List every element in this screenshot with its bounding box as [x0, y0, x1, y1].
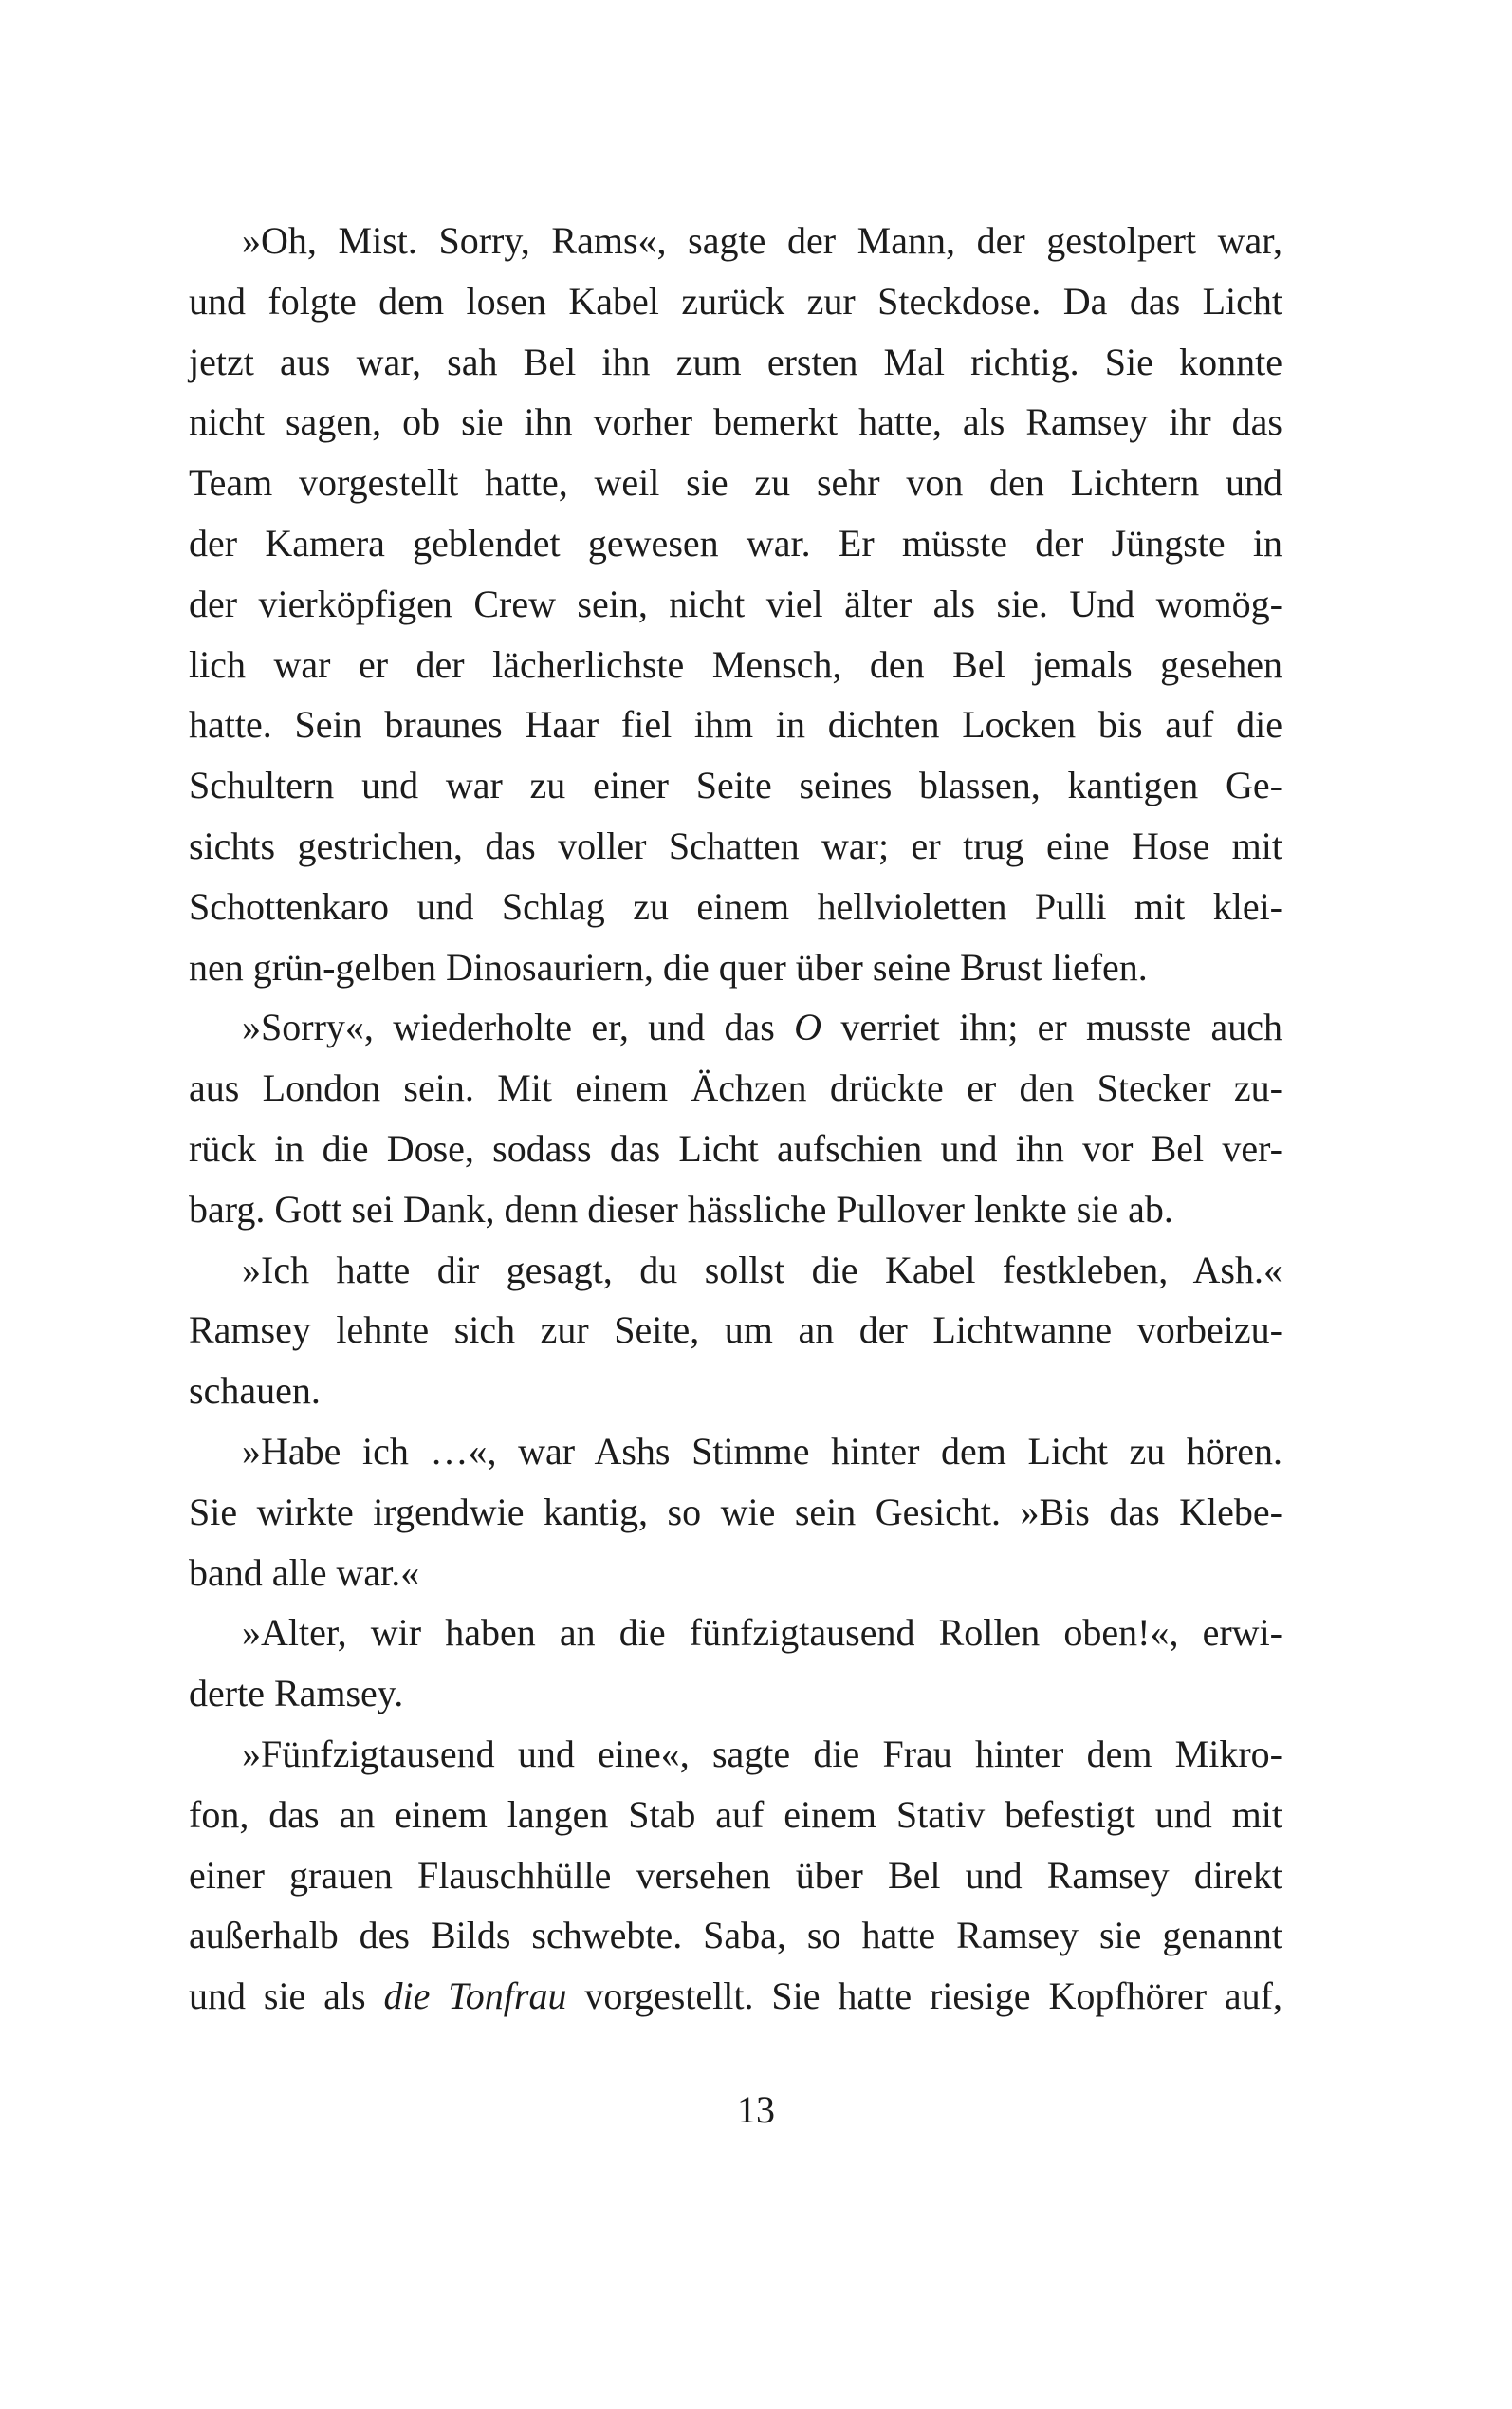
text-line: [189, 695, 1282, 755]
text-segment: »Ich hatte dir gesagt, du sollst die Kabel festkleben, Ash.«: [242, 1248, 1282, 1291]
text-segment: vorgestellt. Sie hatte riesige Kopfhörer auf,: [566, 1974, 1282, 2018]
text-segment: jetzt aus war, sah Bel ihn zum ersten Mal richtig. Sie konnte: [189, 340, 1282, 383]
text-line: [189, 211, 1282, 271]
text-line: [189, 513, 1282, 574]
text-line: [189, 332, 1282, 393]
text-segment: sichts gestrichen, das voller Schatten war; er trug eine Hose mit: [189, 824, 1282, 867]
text-segment: fon, das an einem langen Stab auf einem Stativ befestigt und mit: [189, 1792, 1282, 1836]
text-segment: Schultern und war zu einer Seite seines blassen, kantigen Ge-: [189, 764, 1282, 807]
text-segment: Schottenkaro und Schlag zu einem hellvioletten Pulli mit klei-: [189, 884, 1282, 928]
text-line: [189, 1300, 1282, 1361]
text-segment: »Oh, Mist. Sorry, Rams«, sagte der Mann, der gestolpert war,: [242, 219, 1282, 262]
text-line: [189, 1482, 1282, 1543]
text-line: [189, 1543, 1282, 1603]
text-line: [189, 1119, 1282, 1179]
text-segment: derte Ramsey.: [189, 1672, 404, 1715]
text-segment: außerhalb des Bilds schwebte. Saba, so hatte Ramsey sie genannt: [189, 1914, 1282, 1957]
text-line: [189, 392, 1282, 453]
text-segment: »Habe ich …«, war Ashs Stimme hinter dem Licht zu hören.: [242, 1429, 1282, 1473]
text-segment: nicht sagen, ob sie ihn vorher bemerkt hatte, als Ramsey ihr das: [189, 400, 1282, 444]
text-segment: Team vorgestellt hatte, weil sie zu sehr von den Lichtern und: [189, 461, 1282, 505]
italic-text: die Tonfrau: [383, 1974, 567, 2018]
text-segment: nen grün-gelben Dinosauriern, die quer über seine Brust liefen.: [189, 945, 1148, 989]
text-line: [189, 877, 1282, 937]
text-line: [189, 1058, 1282, 1119]
text-segment: aus London sein. Mit einem Ächzen drückte er den Stecker zu-: [189, 1066, 1282, 1110]
text-line: [189, 635, 1282, 695]
text-segment: barg. Gott sei Dank, denn dieser hässliche Pullover lenkte sie ab.: [189, 1187, 1173, 1231]
text-line: [189, 1663, 1282, 1724]
text-segment: »Sorry«, wiederholte er, und das: [242, 1006, 795, 1049]
text-line: [189, 271, 1282, 332]
text-line: [189, 1785, 1282, 1845]
text-segment: schauen.: [189, 1369, 321, 1413]
text-line: [189, 1724, 1282, 1785]
text-segment: »Fünfzigtausend und eine«, sagte die Frau hinter dem Mikro-: [242, 1732, 1282, 1775]
text-segment: Ramsey lehnte sich zur Seite, um an der Lichtwanne vorbeizu-: [189, 1308, 1282, 1352]
text-segment: lich war er der lächerlichste Mensch, den Bel jemals gesehen: [189, 642, 1282, 686]
text-segment: »Alter, wir haben an die fünfzigtausend Rollen oben!«, erwi-: [242, 1611, 1282, 1655]
text-segment: der vierköpfigen Crew sein, nicht viel älter als sie. Und womög-: [189, 582, 1282, 625]
text-line: [189, 1966, 1282, 2027]
text-line: [189, 1603, 1282, 1663]
text-segment: hatte. Sein braunes Haar fiel ihm in dichten Locken bis auf die: [189, 703, 1282, 747]
text-line: [189, 1240, 1282, 1301]
text-line: [189, 1845, 1282, 1906]
text-line: [189, 1179, 1282, 1240]
text-segment: band alle war.«: [189, 1550, 420, 1594]
text-line: [189, 755, 1282, 816]
text-line: [189, 453, 1282, 513]
text-segment: der Kamera geblendet gewesen war. Er müsste der Jüngste in: [189, 521, 1282, 565]
text-segment: und sie als: [189, 1974, 384, 2018]
page-number: 13: [737, 2088, 775, 2131]
text-line: [189, 1421, 1282, 1482]
text-line: [189, 937, 1282, 998]
text-segment: und folgte dem losen Kabel zurück zur Steckdose. Da das Licht: [189, 279, 1282, 323]
text-segment: rück in die Dose, sodass das Licht aufschien und ihn vor Bel ver-: [189, 1126, 1282, 1170]
text-line: [189, 1905, 1282, 1966]
text-segment: einer grauen Flauschhülle versehen über Bel und Ramsey direkt: [189, 1853, 1282, 1897]
text-segment: verriet ihn; er musste auch: [821, 1006, 1283, 1049]
body-text: [189, 211, 1282, 2027]
text-line: [189, 1361, 1282, 1421]
text-segment: Sie wirkte irgendwie kantig, so wie sein Gesicht. »Bis das Klebe-: [189, 1490, 1282, 1533]
italic-text: O: [794, 1006, 822, 1049]
text-line: [189, 997, 1282, 1058]
text-line: [189, 816, 1282, 877]
text-line: [189, 574, 1282, 635]
